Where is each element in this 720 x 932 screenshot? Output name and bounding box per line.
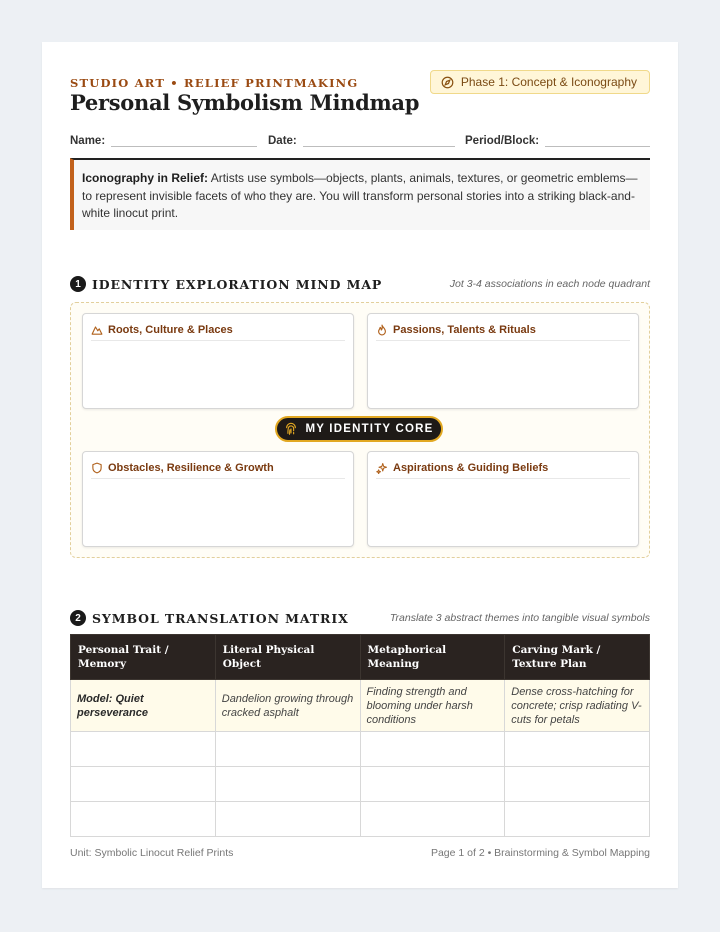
mountain-icon — [91, 324, 103, 336]
table-cell[interactable] — [505, 767, 650, 802]
intro-text: Artists use symbols—objects, plants, animals, textures, or geometric emblems—to represent invisible facets of who they are. You will transform personal stories into a striking black-and-white linocut print. — [82, 171, 638, 220]
table-cell[interactable] — [505, 732, 650, 767]
page-footer — [70, 847, 650, 859]
table-cell: Finding strength and blooming under harsh conditions — [360, 680, 505, 732]
period-label: Period/Block: — [465, 135, 540, 147]
table-row — [71, 767, 650, 802]
section2-hint: Translate 3 abstract themes into tangible visual symbols — [389, 612, 650, 624]
flame-icon — [376, 324, 388, 336]
date-label: Date: — [268, 135, 297, 147]
node-aspirations-header — [376, 458, 630, 479]
node-passions-label: Passions, Talents & Rituals — [393, 324, 536, 336]
student-info-fields — [70, 134, 650, 147]
identity-core-badge — [275, 416, 443, 442]
mind-map — [70, 302, 650, 558]
column-header: Literal Physical Object — [215, 635, 360, 680]
section1-number: 1 — [70, 276, 86, 292]
footer-page-info: Page 1 of 2 • Brainstorming & Symbol Mapping — [430, 847, 650, 859]
node-aspirations-label: Aspirations & Guiding Beliefs — [393, 462, 549, 474]
course-kicker: STUDIO ART • RELIEF PRINTMAKING — [70, 76, 359, 90]
table-row — [71, 802, 650, 837]
table-cell: Dense cross-hatching for concrete; crisp radiating V-cuts for petals — [505, 680, 650, 732]
node-passions[interactable] — [367, 313, 639, 409]
section1-hint: Jot 3-4 associations in each node quadrant — [449, 278, 650, 290]
name-label: Name: — [70, 135, 106, 147]
intro-callout — [70, 158, 650, 230]
column-header: Personal Trait / Memory — [71, 635, 216, 680]
node-obstacles[interactable] — [82, 451, 354, 547]
shield-icon — [91, 462, 103, 474]
symbol-matrix-table — [70, 634, 650, 837]
date-field[interactable] — [303, 134, 455, 147]
section2-number: 2 — [70, 610, 86, 626]
table-cell: Model: Quiet perseverance — [71, 680, 216, 732]
table-cell[interactable] — [360, 767, 505, 802]
table-cell[interactable] — [215, 732, 360, 767]
table-cell[interactable] — [505, 802, 650, 837]
table-cell[interactable] — [71, 802, 216, 837]
phase-badge — [430, 70, 650, 94]
node-obstacles-header — [91, 458, 345, 479]
node-aspirations[interactable] — [367, 451, 639, 547]
model-row — [71, 680, 650, 732]
section1-header — [70, 276, 650, 292]
sparkles-icon — [376, 462, 388, 474]
identity-core-label: MY IDENTITY CORE — [305, 423, 434, 435]
worksheet-page — [42, 42, 678, 888]
node-passions-header — [376, 320, 630, 341]
section2-title: SYMBOL TRANSLATION MATRIX — [92, 610, 349, 626]
period-field[interactable] — [545, 134, 650, 147]
column-header: Metaphorical Meaning — [360, 635, 505, 680]
node-roots-label: Roots, Culture & Places — [108, 324, 233, 336]
table-row — [71, 732, 650, 767]
table-cell[interactable] — [360, 802, 505, 837]
name-field[interactable] — [111, 134, 257, 147]
section2-header — [70, 610, 650, 626]
table-cell[interactable] — [360, 732, 505, 767]
table-cell[interactable] — [215, 802, 360, 837]
fingerprint-icon — [284, 422, 298, 436]
section1-title: IDENTITY EXPLORATION MIND MAP — [92, 276, 383, 292]
table-cell[interactable] — [71, 767, 216, 802]
node-roots-header — [91, 320, 345, 341]
table-header-row — [71, 635, 650, 680]
table-cell: Dandelion growing through cracked asphalt — [215, 680, 360, 732]
table-cell[interactable] — [71, 732, 216, 767]
node-roots[interactable] — [82, 313, 354, 409]
intro-lead: Iconography in Relief: — [82, 171, 209, 185]
phase-badge-label: Phase 1: Concept & Iconography — [460, 75, 637, 89]
node-obstacles-label: Obstacles, Resilience & Growth — [108, 462, 274, 474]
column-header: Carving Mark / Texture Plan — [505, 635, 650, 680]
page-title: Personal Symbolism Mindmap — [70, 90, 420, 115]
footer-unit: Unit: Symbolic Linocut Relief Prints — [70, 847, 234, 859]
table-cell[interactable] — [215, 767, 360, 802]
compass-icon — [441, 76, 454, 89]
